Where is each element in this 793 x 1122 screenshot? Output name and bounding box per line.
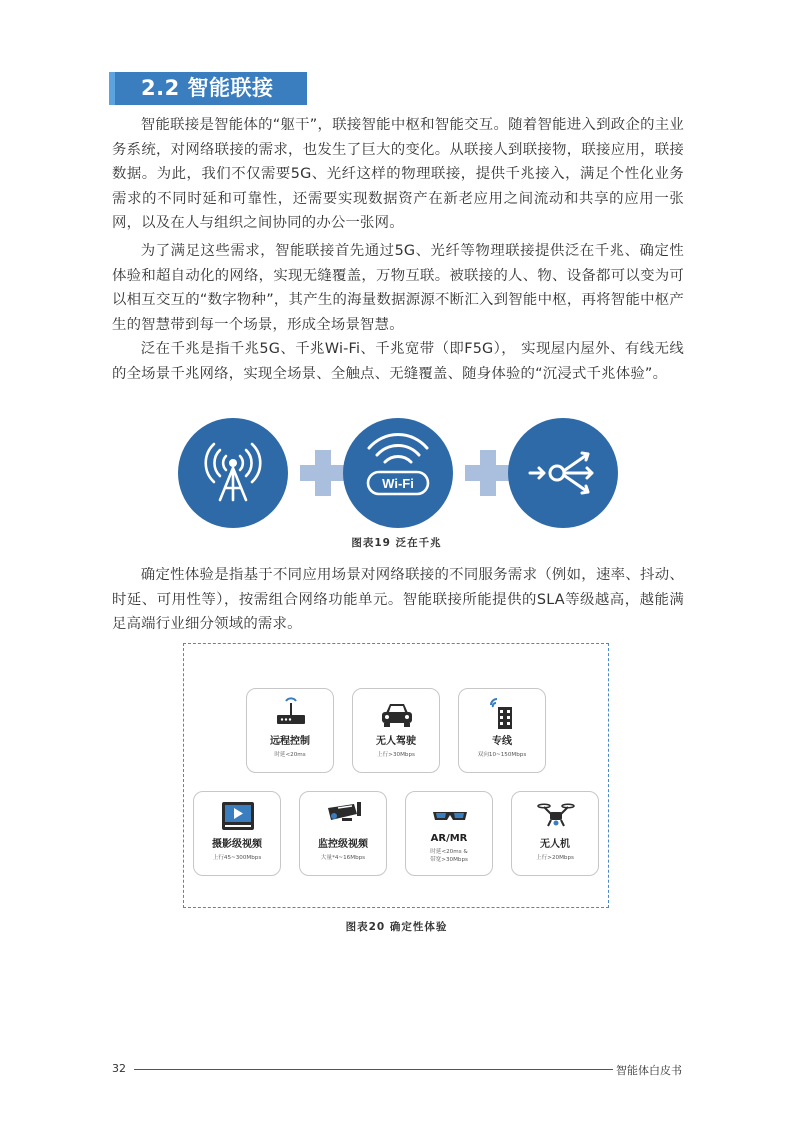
plus-icon	[463, 448, 513, 498]
paragraph-needs: 为了满足这些需求，智能联接首先通过5G、光纤等物理联接提供泛在千兆、确定性体验和超自动化的网络，实现无缝覆盖，万物互联。被联接的人、物、设备都可以变为可以相互交互的“数字物种”，其产生的海量数据源源不断汇入到智能中枢，再将智能中枢产生的智慧带到每一个场景，形成全场景智慧。	[112, 243, 684, 333]
card-title: 摄影级视频	[212, 839, 262, 850]
card-title: 远程控制	[270, 736, 310, 747]
card-ar-mr	[405, 791, 493, 876]
footer-divider	[134, 1069, 613, 1070]
card-spec: 时延<20ms & 带宽>30Mbps	[430, 849, 468, 863]
drone-icon	[536, 796, 576, 836]
f5g-fiber-icon	[508, 418, 618, 528]
wifi-icon	[343, 418, 453, 528]
router-icon	[271, 693, 311, 733]
building-signal-icon	[483, 693, 523, 733]
plus-icon	[298, 448, 348, 498]
wifi-label: Wi-Fi	[382, 476, 414, 491]
card-title: 无人驾驶	[376, 736, 416, 747]
card-private-line	[458, 688, 546, 773]
card-surveillance-video	[299, 791, 387, 876]
card-remote-control	[246, 688, 334, 773]
figure-deterministic-experience	[183, 643, 609, 908]
card-spec: 双向10~150Mbps	[477, 752, 527, 758]
figure-ubiquitous-gigabit	[178, 418, 618, 528]
card-spec: 上行>30Mbps	[377, 752, 415, 758]
ar-glasses-icon	[430, 796, 470, 836]
paragraph-deterministic: 确定性体验是指基于不同应用场景对网络联接的不同服务需求（例如，速率、抖动、时延、可用性等），按需组合网络功能单元。智能联接所能提供的SLA等级越高，越能满足高端行业细分领域的需求。	[112, 567, 684, 633]
page-number: 32	[112, 1062, 126, 1075]
card-autonomous-driving	[352, 688, 440, 773]
cell-tower-icon	[178, 418, 288, 528]
card-photographic-video	[193, 791, 281, 876]
card-spec: 时延<20ms	[274, 752, 306, 758]
video-player-icon	[218, 796, 258, 836]
car-icon	[377, 693, 417, 733]
figure-19-caption: 图表19 泛在千兆	[351, 537, 442, 549]
card-spec: 上行>20Mbps	[536, 855, 574, 861]
card-title: 专线	[492, 736, 512, 747]
card-drone	[511, 791, 599, 876]
cctv-camera-icon	[324, 796, 364, 836]
card-title: 无人机	[540, 839, 570, 850]
footer-doc-title: 智能体白皮书	[616, 1064, 682, 1077]
section-title: 2.2 智能联接	[109, 72, 307, 105]
paragraph-intro: 智能联接是智能体的“躯干”，联接智能中枢和智能交互。随着智能进入到政企的主业务系统，对网络联接的需求，也发生了巨大的变化。从联接人到联接物，联接应用，联接数据。为此，我们不仅需要5G、光纤这样的物理联接，提供千兆接入，满足个性化业务需求的不同时延和可靠性，还需要实现数据资产在新老应用之间流动和共享的应用一张网，以及在人与组织之间协同的办公一张网。	[112, 117, 684, 232]
card-title: 监控级视频	[318, 839, 368, 850]
card-title: AR/MR	[430, 833, 468, 844]
card-spec: 上行45~300Mbps	[212, 855, 262, 861]
card-spec: 大量*4~16Mbps	[320, 855, 366, 861]
paragraph-gigabit: 泛在千兆是指千兆5G、千兆Wi-Fi、千兆宽带（即F5G）， 实现屋内屋外、有线无线的全场景千兆网络，实现全场景、全触点、无缝覆盖、随身体验的“沉浸式千兆体验”。	[112, 341, 684, 382]
figure-20-caption: 图表20 确定性体验	[345, 921, 448, 933]
